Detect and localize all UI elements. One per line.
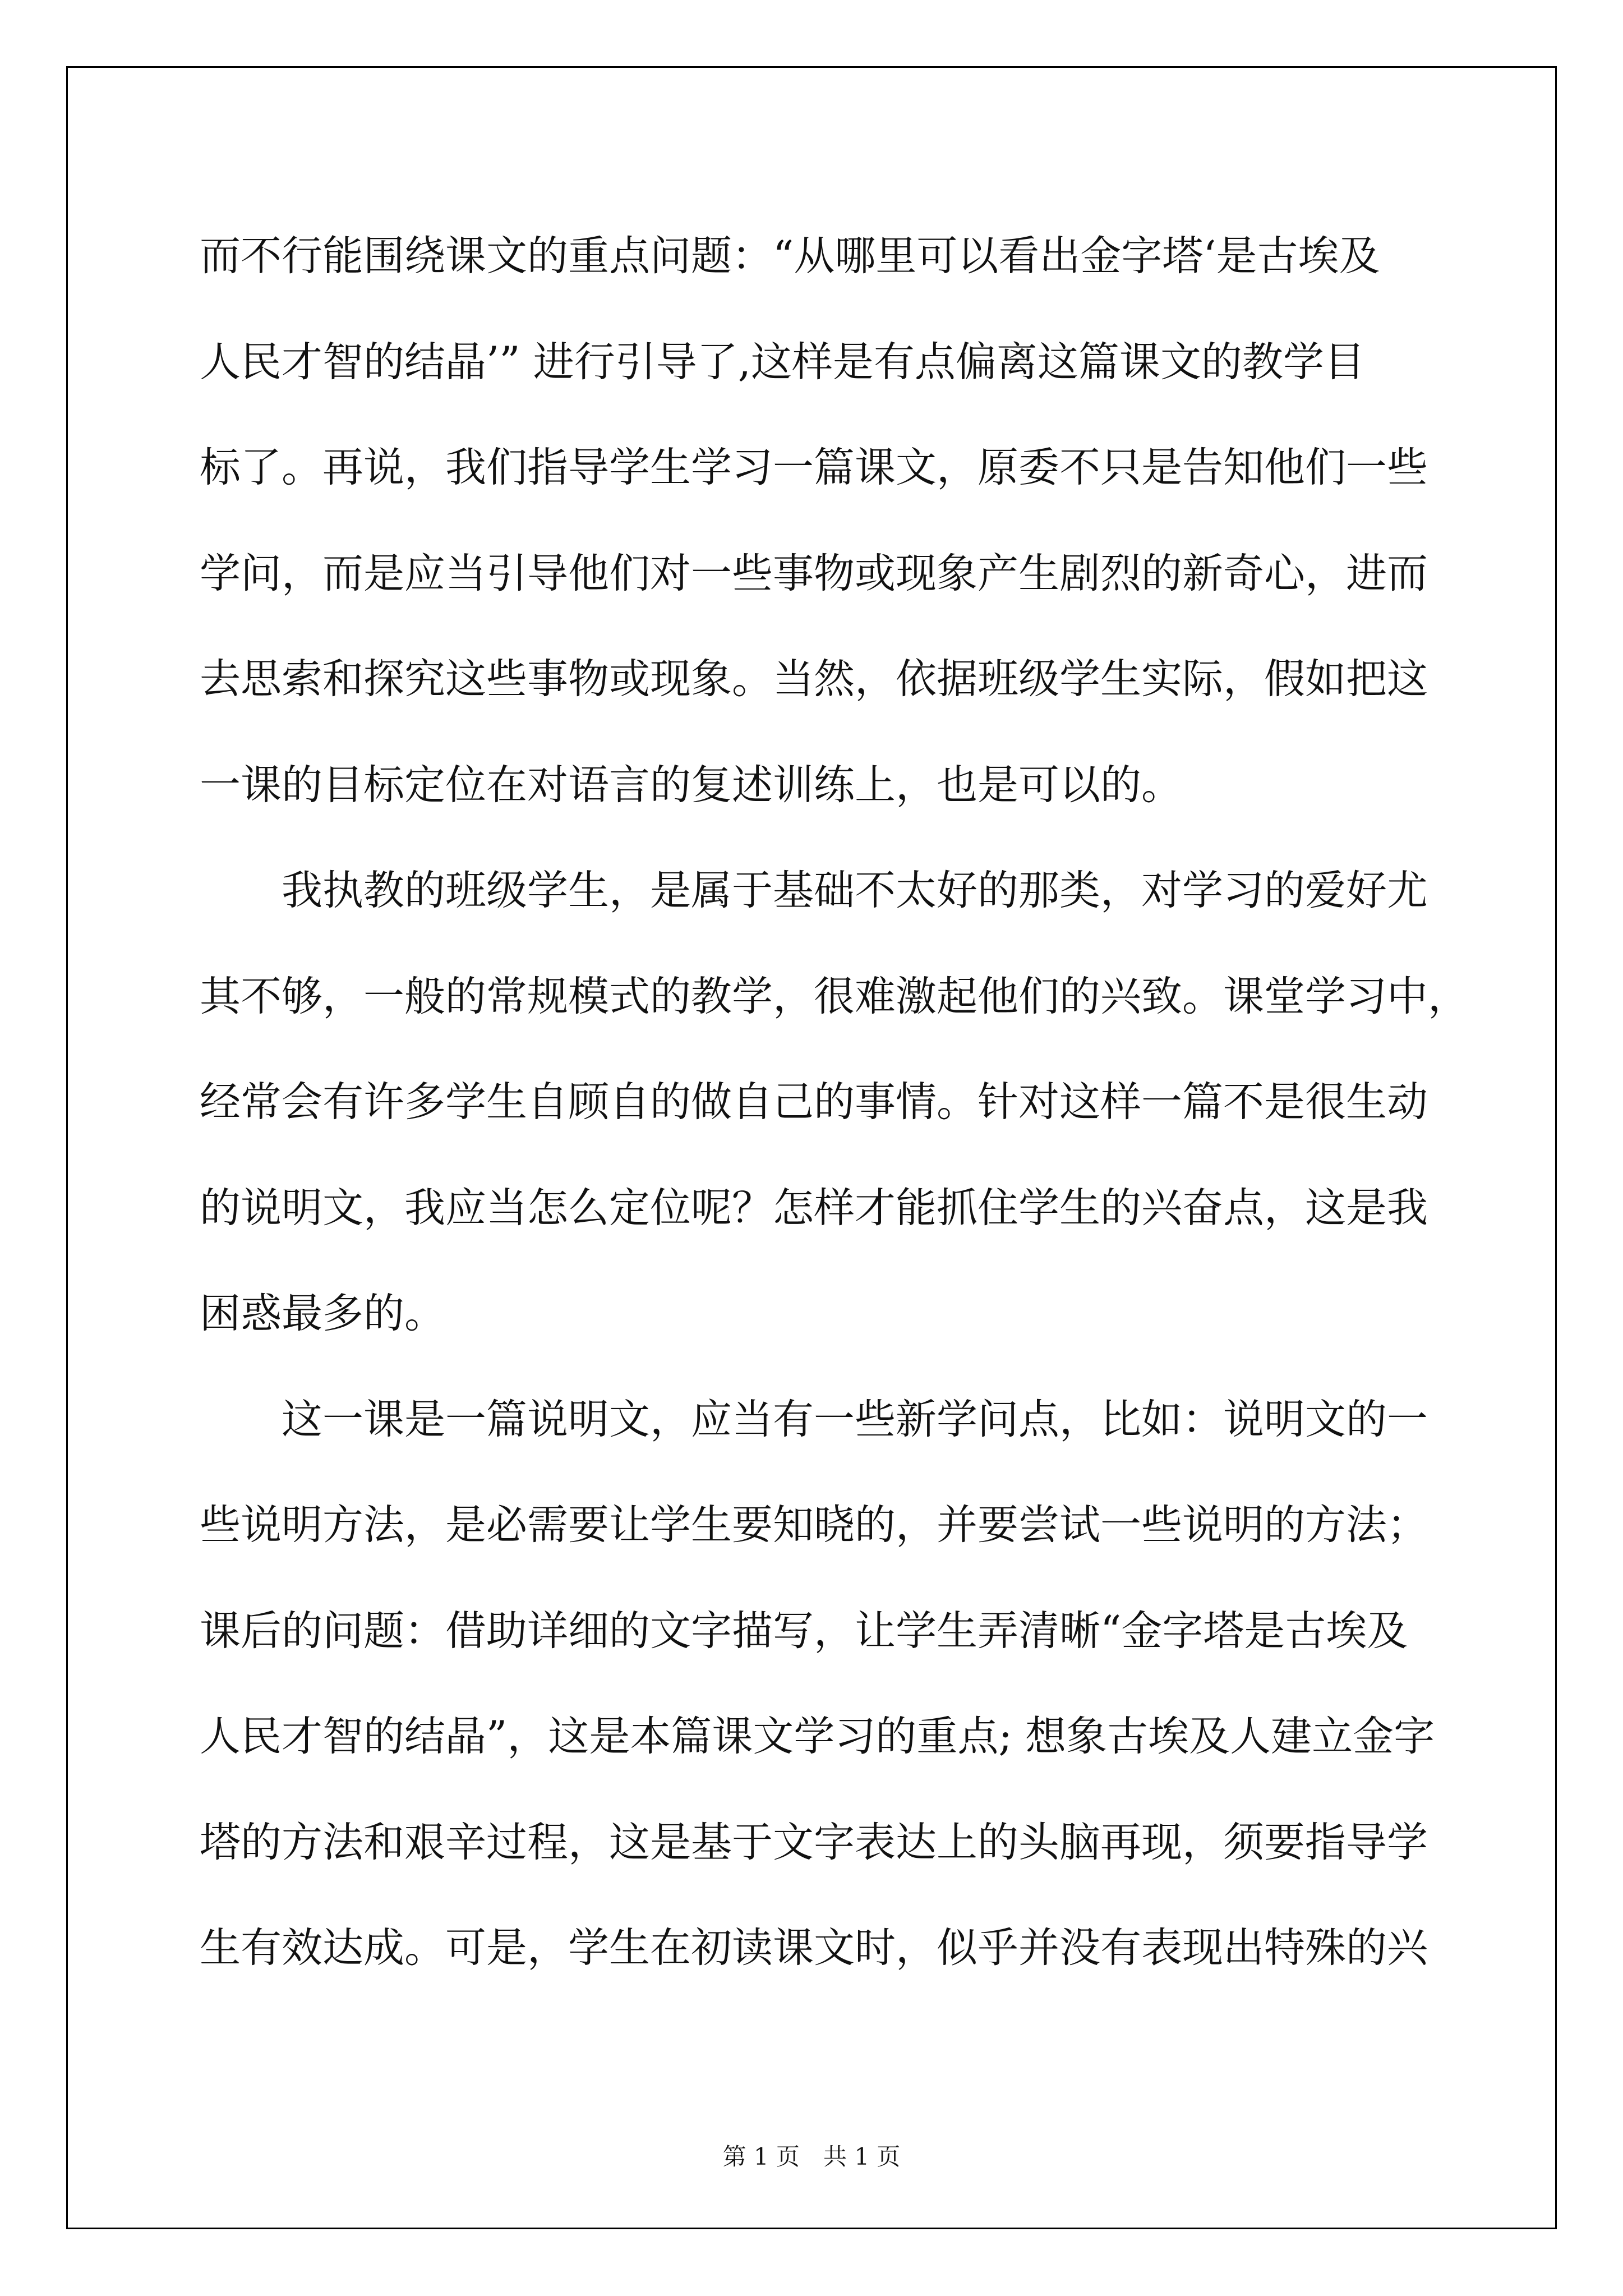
text-line: 学问，而是应当引导他们对一些事物或现象产生剧烈的新奇心，进而 — [200, 549, 1428, 597]
body-text — [200, 204, 1469, 2001]
text-line: 而不行能围绕课文的重点问题：“从哪里可以看出金字塔‘是古埃及 — [200, 232, 1380, 280]
text-line: 生有效达成。可是，学生在初读课文时，似乎并没有表现出特殊的兴 — [200, 1924, 1428, 1972]
text-line: 经常会有许多学生自顾自的做自己的事情。针对这样一篇不是很生动 — [200, 1078, 1428, 1126]
text-line: 塔的方法和艰辛过程，这是基于文字表达上的头脑再现，须要指导学 — [200, 1818, 1428, 1866]
text-line: 这一课是一篇说明文，应当有一些新学问点，比如：说明文的一 — [200, 1395, 1428, 1443]
text-line: 课后的问题：借助详细的文字描写，让学生弄清晰“金字塔是古埃及 — [200, 1607, 1408, 1655]
text-line: 些说明方法，是必需要让学生要知晓的，并要尝试一些说明的方法； — [200, 1501, 1428, 1549]
text-line: 人民才智的结晶”，这是本篇课文学习的重点; 想象古埃及人建立金字 — [200, 1713, 1435, 1760]
text-line: 去思索和探究这些事物或现象。当然，依据班级学生实际，假如把这 — [200, 655, 1428, 703]
text-line: 困惑最多的。 — [200, 1290, 445, 1337]
text-line: 的说明文，我应当怎么定位呢？怎样才能抓住学生的兴奋点，这是我 — [200, 1184, 1428, 1232]
text-line: 其不够，一般的常规模式的教学，很难激起他们的兴致。课堂学习中， — [200, 972, 1469, 1020]
text-line: 我执教的班级学生，是属于基础不太好的那类，对学习的爱好尤 — [200, 867, 1428, 914]
text-line: 一课的目标定位在对语言的复述训练上，也是可以的。 — [200, 761, 1182, 809]
page-number-footer: 第 1 页 共 1 页 — [722, 2143, 901, 2170]
text-line: 人民才智的结晶’” 进行引导了,这样是有点偏离这篇课文的教学目 — [200, 338, 1365, 386]
text-line: 标了。再说，我们指导学生学习一篇课文，原委不只是告知他们一些 — [200, 444, 1428, 491]
